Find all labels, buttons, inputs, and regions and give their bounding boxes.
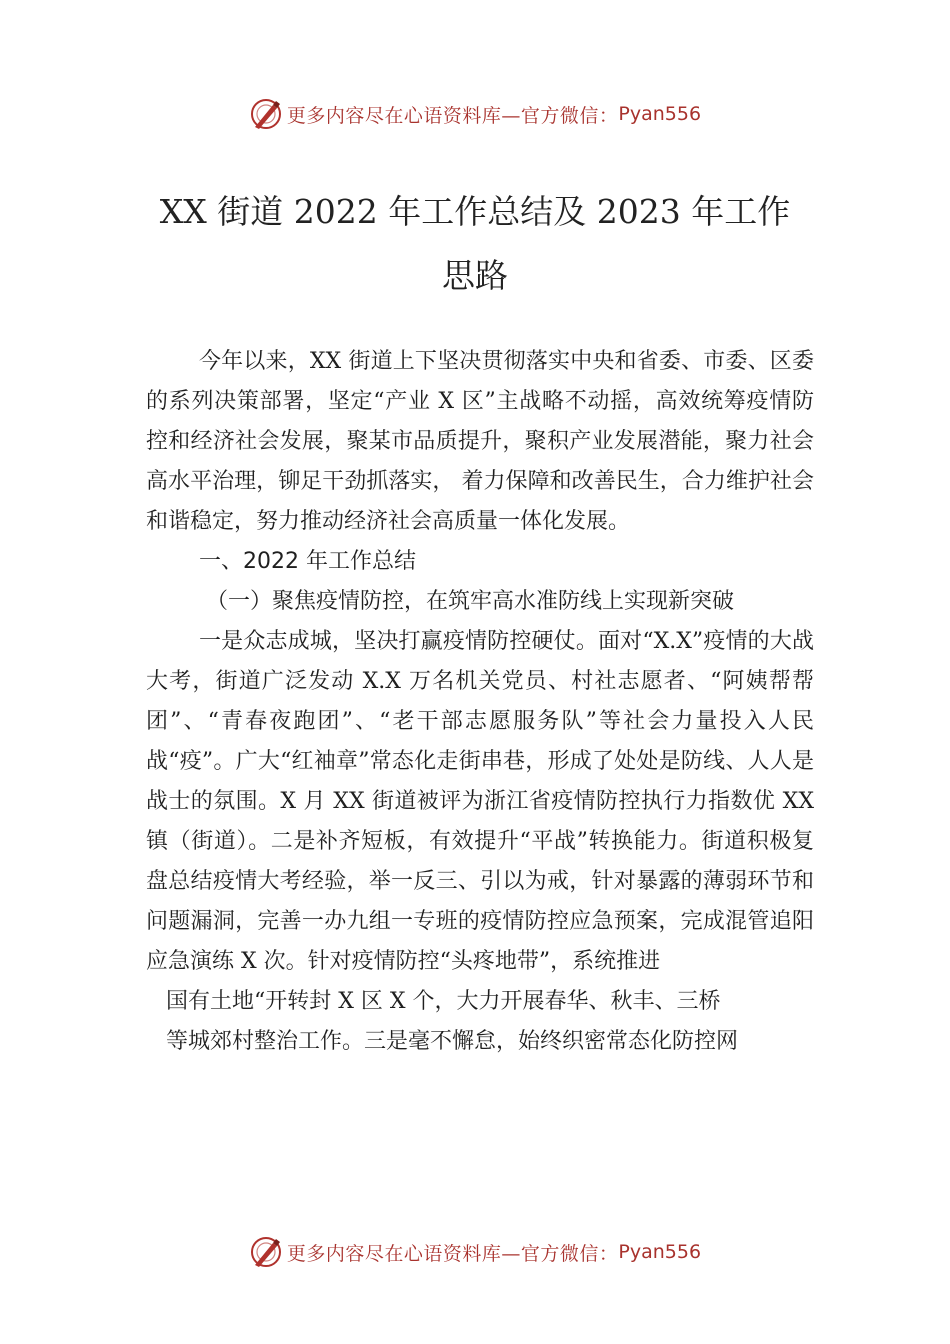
subsection-heading: （一）聚焦疫情防控，在筑牢高水准防线上实现新突破 [206, 589, 735, 614]
body-tail-line-1: 国有土地“开转封 X 区 X 个，大力开展春华、秋丰、三桥 [166, 989, 721, 1014]
body-paragraph: 一是众志成城，坚决打赢疫情防控硬仗。面对“X.X”疫情的大战大考，街道广泛发动 X.X 万名机关党员、村社志愿者、“阿姨帮帮团”、“青春夜跑团”、“老干部志愿服务队”等社会力量投入人民战“疫”。广大“红袖章”常态化走街串巷，形成了处处是防线、人人是战士的氛围。X 月 XX 街道被评为浙江省疫情防控执行力指数优 XX 镇（街道）。二是补齐短板，有效提升“平战”转换能力。街道积极复盘总结疫情大考经验，举一反三、引以为戒，针对暴露的薄弱环节和问题漏洞，完善一办九组一专班的疫情防控应急预案，完成混管追阳应急演练 X 次。针对疫情防控“头疼地带”，系统推进 [146, 629, 814, 974]
document-title [100, 180, 850, 308]
intro-paragraph: 今年以来，XX 街道上下坚决贯彻落实中央和省委、市委、区委的系列决策部署，坚定“产业 X 区”主战略不动摇，高效统筹疫情防控和经济社会发展，聚某市品质提升，聚积产业发展潜能，聚力社会高水平治理，铆足干劲抓落实， 着力保障和改善民生，合力维护社会和谐稳定，努力推动经济社会高质量一体化发展。 [146, 349, 814, 534]
title-line-2: 思路 [442, 256, 508, 295]
header-watermark-banner [0, 94, 950, 134]
watermark-text: 更多内容尽在心语资料库—官方微信： [286, 1242, 619, 1265]
footer-watermark-banner [0, 1232, 950, 1272]
wechat-id: Pyan556 [618, 1241, 702, 1263]
section-heading: 一、2022 年工作总结 [199, 549, 416, 574]
body-tail-line-2: 等城郊村整治工作。三是毫不懈怠，始终织密常态化防控网 [166, 1029, 739, 1054]
document-body [146, 342, 814, 1062]
wechat-id: Pyan556 [618, 103, 702, 125]
title-line-1: XX 街道 2022 年工作总结及 2023 年工作 [159, 192, 791, 231]
pen-logo-icon [249, 97, 283, 131]
watermark-text: 更多内容尽在心语资料库—官方微信： [286, 104, 619, 127]
pen-logo-icon [249, 1235, 283, 1269]
